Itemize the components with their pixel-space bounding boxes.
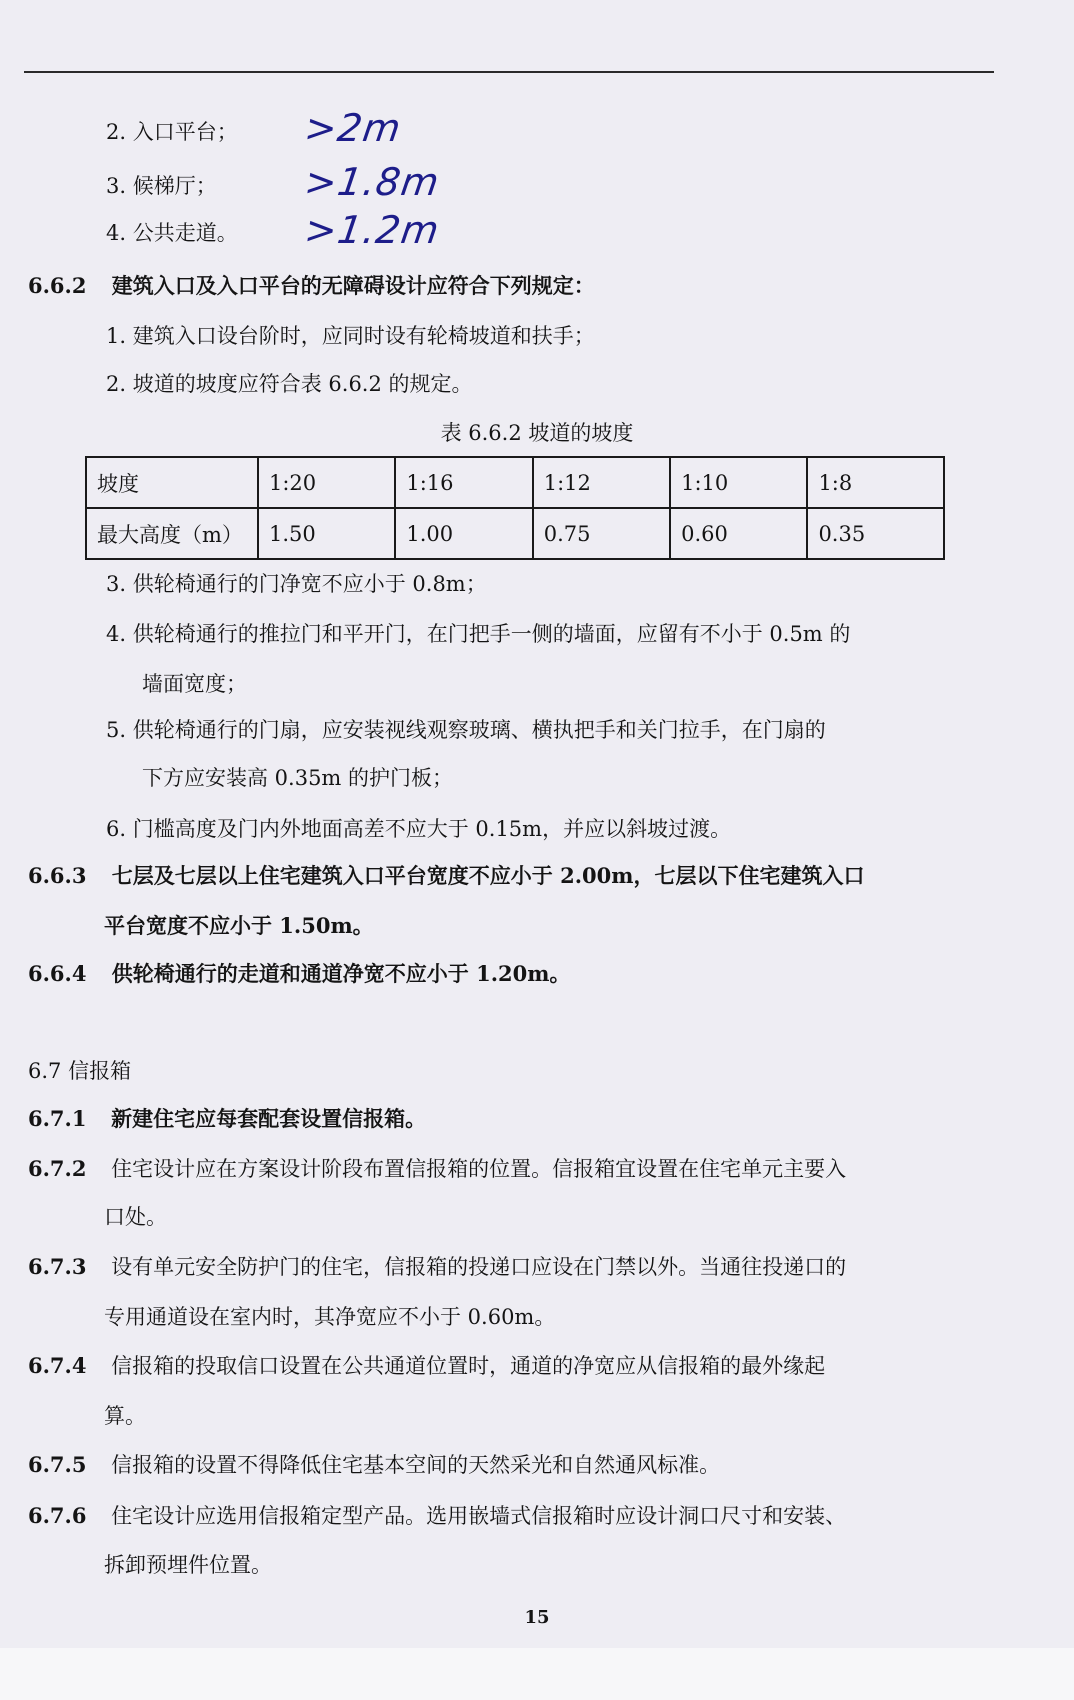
- list-text: 候梯厅；: [132, 174, 217, 198]
- clause-text-continued: 口处。: [104, 1205, 167, 1229]
- clause-6-6-2-title: [28, 272, 595, 300]
- table-cell: 1:12: [533, 457, 670, 508]
- scan-margin: [0, 1648, 1074, 1700]
- handwritten-annotation: >1.8m: [301, 160, 443, 204]
- table-cell: 0.35: [807, 508, 944, 559]
- list-number: 4: [106, 221, 120, 245]
- clause-number: 6.6.2: [28, 273, 87, 298]
- clause-number: 6.7.3: [28, 1254, 87, 1279]
- list-text: 供轮椅通行的门净宽不应小于 0.8m；: [132, 572, 487, 596]
- clause-6-6-4: [28, 960, 570, 988]
- list-number: 5: [106, 718, 120, 742]
- list-text-continued: 下方应安装高 0.35m 的护门板；: [142, 766, 454, 790]
- list-item: 6. 门槛高度及门内外地面高差不应大于 0.15m，并应以斜坡过渡。: [106, 817, 732, 841]
- list-item: 2. 入口平台；: [106, 120, 238, 144]
- list-item: 1. 建筑入口设台阶时，应同时设有轮椅坡道和扶手；: [106, 324, 595, 348]
- clause-text: 住宅设计应在方案设计阶段布置信报箱的位置。信报箱宜设置在住宅单元主要入: [111, 1157, 847, 1181]
- clause-6-6-3: [28, 862, 864, 890]
- list-item: 4. 公共走道。: [106, 221, 238, 245]
- clause-6-7-5: [28, 1451, 720, 1479]
- table-cell: 0.60: [670, 508, 807, 559]
- list-number: 2: [106, 372, 120, 396]
- clause-text: 信报箱的设置不得降低住宅基本空间的天然采光和自然通风标准。: [111, 1453, 721, 1477]
- header-rule: [24, 71, 994, 73]
- list-item: 5. 供轮椅通行的门扇，应安装视线观察玻璃、横执把手和关门拉手，在门扇的: [106, 718, 826, 742]
- list-item: 3. 供轮椅通行的门净宽不应小于 0.8m；: [106, 572, 487, 596]
- clause-text-continued: 专用通道设在室内时，其净宽应不小于 0.60m。: [104, 1305, 556, 1329]
- clause-number: 6.6.3: [28, 863, 87, 888]
- table-cell: 1.50: [258, 508, 395, 559]
- handwritten-annotation: >2m: [301, 106, 405, 150]
- clause-text: 七层及七层以上住宅建筑入口平台宽度不应小于 2.00m，七层以下住宅建筑入口: [111, 863, 865, 888]
- clause-number: 6.7.2: [28, 1156, 87, 1181]
- list-number: 3: [106, 174, 120, 198]
- clause-text-continued: 算。: [104, 1404, 146, 1428]
- clause-number: 6.7.6: [28, 1503, 87, 1528]
- list-item: 2. 坡道的坡度应符合表 6.6.2 的规定。: [106, 372, 473, 396]
- clause-text-continued: 平台宽度不应小于 1.50m。: [104, 913, 374, 938]
- table-row: [86, 508, 944, 559]
- list-text: 门槛高度及门内外地面高差不应大于 0.15m，并应以斜坡过渡。: [132, 817, 732, 841]
- ramp-slope-table: [85, 456, 945, 560]
- list-text: 入口平台；: [132, 120, 238, 144]
- table-row: [86, 457, 944, 508]
- clause-number: 6.7.4: [28, 1353, 87, 1378]
- clause-text: 信报箱的投取信口设置在公共通道位置时，通道的净宽应从信报箱的最外缘起: [111, 1354, 826, 1378]
- list-number: 6: [106, 817, 120, 841]
- clause-text: 设有单元安全防护门的住宅，信报箱的投递口应设在门禁以外。当通往投递口的: [111, 1255, 847, 1279]
- clause-number: 6.7.1: [28, 1106, 87, 1131]
- list-text: 坡道的坡度应符合表 6.6.2 的规定。: [132, 372, 473, 396]
- clause-text: 住宅设计应选用信报箱定型产品。选用嵌墙式信报箱时应设计洞口尺寸和安装、: [111, 1504, 847, 1528]
- list-number: 4: [106, 622, 120, 646]
- clause-text-continued: 拆卸预埋件位置。: [104, 1553, 272, 1577]
- page-number: 15: [524, 1607, 550, 1628]
- clause-heading: 建筑入口及入口平台的无障碍设计应符合下列规定：: [111, 273, 595, 298]
- table-cell: 1:20: [258, 457, 395, 508]
- section-title: 6.7 信报箱: [28, 1059, 132, 1083]
- table-cell: 坡度: [86, 457, 258, 508]
- clause-text: 供轮椅通行的走道和通道净宽不应小于 1.20m。: [111, 961, 571, 986]
- table-cell: 1:16: [395, 457, 532, 508]
- clause-number: 6.6.4: [28, 961, 87, 986]
- list-text-continued: 墙面宽度；: [142, 672, 247, 696]
- table-cell: 0.75: [533, 508, 670, 559]
- list-number: 1: [106, 324, 120, 348]
- clause-number: 6.7.5: [28, 1452, 87, 1477]
- list-text: 供轮椅通行的推拉门和平开门，在门把手一侧的墙面，应留有不小于 0.5m 的: [132, 622, 851, 646]
- list-number: 3: [106, 572, 120, 596]
- list-number: 2: [106, 120, 120, 144]
- list-text: 公共走道。: [132, 221, 238, 245]
- clause-6-7-3: [28, 1253, 846, 1281]
- table-cell: 1:8: [807, 457, 944, 508]
- clause-6-7-4: [28, 1352, 825, 1380]
- clause-6-7-1: [28, 1105, 426, 1133]
- clause-6-7-2: [28, 1155, 846, 1183]
- clause-6-7-6: [28, 1502, 846, 1530]
- table-cell: 最大高度（m）: [86, 508, 258, 559]
- list-item: 4. 供轮椅通行的推拉门和平开门，在门把手一侧的墙面，应留有不小于 0.5m 的: [106, 622, 851, 646]
- list-item: 3. 候梯厅；: [106, 174, 217, 198]
- table-cell: 1.00: [395, 508, 532, 559]
- handwritten-annotation: >1.2m: [301, 208, 443, 252]
- clause-text: 新建住宅应每套配套设置信报箱。: [111, 1106, 427, 1131]
- list-text: 建筑入口设台阶时，应同时设有轮椅坡道和扶手；: [132, 324, 595, 348]
- table-cell: 1:10: [670, 457, 807, 508]
- table-caption: 表 6.6.2 坡道的坡度: [440, 421, 634, 445]
- list-text: 供轮椅通行的门扇，应安装视线观察玻璃、横执把手和关门拉手，在门扇的: [132, 718, 826, 742]
